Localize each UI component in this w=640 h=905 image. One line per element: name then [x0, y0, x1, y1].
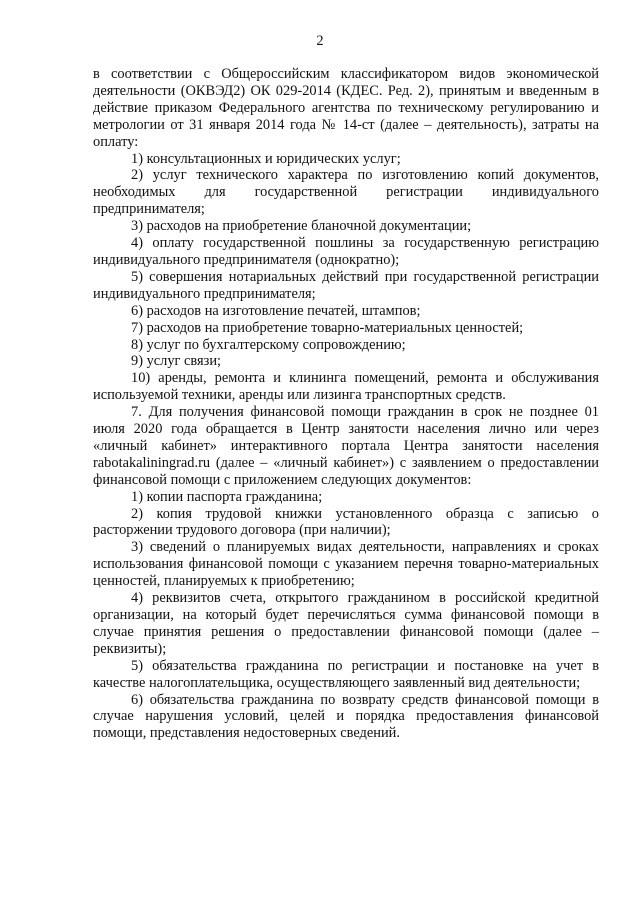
list-item: 9) услуг связи; [131, 353, 222, 370]
list-item: 3) расходов на приобретение бланочной документации; [131, 218, 472, 235]
list-item: 10) аренды, ремонта и клининга помещений, ремонта и обслуживания используемой техники, аренды или лизинга транспортных средств. [93, 370, 599, 404]
list-item: 6) расходов на изготовление печатей, штампов; [131, 302, 421, 319]
list-item: 6) обязательства гражданина по возврату средств финансовой помощи в случае нарушения условий, целей и порядка предоставления финансовой помощи, представления недостоверных сведений. [93, 691, 599, 742]
list-item: 5) совершения нотариальных действий при государственной регистрации индивидуального предпринимателя; [93, 268, 599, 302]
page-number: 2 [316, 33, 324, 49]
list-item: 1) консультационных и юридических услуг; [131, 150, 401, 167]
document-body [93, 66, 599, 742]
list-item: 3) сведений о планируемых видах деятельности, направлениях и сроках использования финансовой помощи с указанием перечня товарно-материальных ценностей, планируемых к приобретению; [93, 539, 599, 590]
list-item: 1) копии паспорта гражданина; [131, 488, 323, 505]
list-item: 7) расходов на приобретение товарно-материальных ценностей; [131, 319, 524, 336]
paragraph-section-7: 7. Для получения финансовой помощи гражданин в срок не позднее 01 июля 2020 года обращается в Центр занятости населения лично или через «личный кабинет» интерактивного портала Центра занятости населения rabotakaliningrad.ru (далее – «личный кабинет») с заявлением о предоставлении финансовой помощи с приложением следующих документов: [93, 404, 599, 488]
list-item: 4) оплату государственной пошлины за государственную регистрацию индивидуального предпринимателя (однократно); [93, 235, 599, 268]
list-item: 5) обязательства гражданина по регистрации и постановке на учет в качестве налогоплательщика, осуществляющего заявленный вид деятельности; [93, 657, 599, 691]
list-item: 8) услуг по бухгалтерскому сопровождению; [131, 336, 406, 353]
list-item: 4) реквизитов счета, открытого гражданином в российской кредитной организации, на который будет перечисляться сумма финансовой помощи в случае принятия решения о предоставлении финансовой помощи (далее – реквизиты); [93, 590, 599, 657]
list-item: 2) копия трудовой книжки установленного образца с записью о расторжении трудового договора (при наличии); [93, 505, 599, 539]
list-item: 2) услуг технического характера по изготовлению копий документов, необходимых для государственной регистрации индивидуального предпринимателя; [93, 167, 599, 218]
paragraph-intro: в соответствии с Общероссийским классификатором видов экономической деятельности (ОКВЭД2) ОК 029-2014 (КДЕС. Ред. 2), принятым и введенным в действие приказом Федерального агентства по техническому регулированию и метрологии от 31 января 2014 года № 14-ст (далее – деятельность), затраты на оплату: [93, 66, 599, 150]
